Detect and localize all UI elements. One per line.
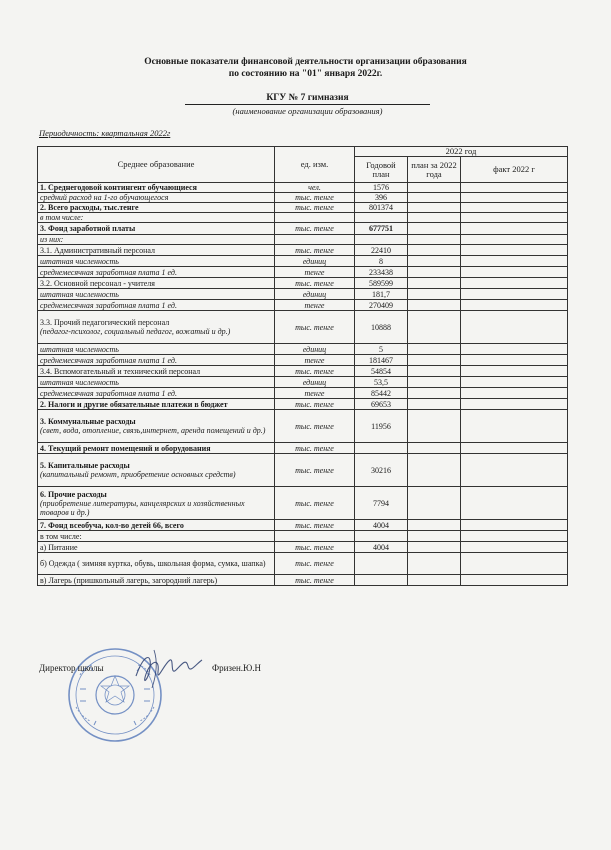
column-header-annual-plan: Годовой план	[355, 157, 408, 183]
row-label-text: 2. Налоги и другие обязательные платежи в бюджет	[40, 399, 228, 409]
row-sublabel: (педагог-психолог, социальный педагог, вожатый и др.)	[40, 327, 231, 336]
row-unit: единиц	[275, 377, 355, 388]
row-period-plan-value	[408, 344, 461, 355]
row-fact-value	[461, 366, 568, 377]
row-period-plan-value	[408, 223, 461, 235]
row-period-plan-value	[408, 193, 461, 203]
table-row	[38, 366, 568, 377]
table-row	[38, 235, 568, 245]
row-label	[38, 300, 275, 311]
row-annual-plan-value: 801374	[355, 203, 408, 213]
row-period-plan-value	[408, 256, 461, 267]
row-period-plan-value	[408, 235, 461, 245]
row-period-plan-value	[408, 267, 461, 278]
row-fact-value	[461, 245, 568, 256]
row-label-text: штатная численность	[40, 289, 119, 299]
row-label-text: 2. Всего расходы, тыс.тенге	[40, 203, 139, 212]
row-label	[38, 377, 275, 388]
row-unit: тыс. тенге	[275, 520, 355, 531]
row-fact-value	[461, 443, 568, 454]
row-label	[38, 223, 275, 235]
row-fact-value	[461, 235, 568, 245]
document-title-line2: по состоянию на "01" января 2022г.	[228, 69, 383, 79]
row-fact-value	[461, 399, 568, 410]
row-sublabel: (приобретение литературы, канцелярских и хозяйственных товаров и др.)	[40, 498, 245, 517]
row-annual-plan-value: 7794	[355, 487, 408, 520]
table-row	[38, 454, 568, 487]
row-fact-value	[461, 289, 568, 300]
row-annual-plan-value: 30216	[355, 454, 408, 487]
director-label: Директор школы	[39, 663, 104, 673]
row-annual-plan-value: 54854	[355, 366, 408, 377]
director-signature	[130, 646, 210, 691]
column-header-fact: факт 2022 г	[461, 157, 568, 183]
row-label	[38, 454, 275, 487]
row-fact-value	[461, 520, 568, 531]
row-unit: тыс. тенге	[275, 245, 355, 256]
row-label	[38, 366, 275, 377]
row-annual-plan-value	[355, 575, 408, 586]
column-header-year: 2022 год	[355, 147, 568, 157]
row-period-plan-value	[408, 399, 461, 410]
row-unit: тыс. тенге	[275, 223, 355, 235]
row-annual-plan-value: 10888	[355, 311, 408, 344]
row-label	[38, 443, 275, 454]
column-header-name: Среднее образование	[38, 147, 275, 183]
row-period-plan-value	[408, 245, 461, 256]
table-row	[38, 193, 568, 203]
row-fact-value	[461, 553, 568, 575]
table-row	[38, 267, 568, 278]
row-period-plan-value	[408, 183, 461, 193]
row-period-plan-value	[408, 213, 461, 223]
row-label-text: в) Лагерь (пришкольный лагерь, загородний лагерь)	[40, 575, 218, 585]
row-unit: тыс. тенге	[275, 193, 355, 203]
row-period-plan-value	[408, 575, 461, 586]
row-label-text: 3. Фонд заработной платы	[40, 224, 136, 233]
table-row	[38, 311, 568, 344]
row-fact-value	[461, 388, 568, 399]
row-period-plan-value	[408, 203, 461, 213]
row-label	[38, 388, 275, 399]
table-row	[38, 443, 568, 454]
row-label-text: 3.1. Административный персонал	[40, 245, 156, 255]
row-fact-value	[461, 213, 568, 223]
row-label-text: 7. Фонд всеобуча, кол-во детей 66, всего	[40, 520, 184, 530]
row-label	[38, 410, 275, 443]
row-fact-value	[461, 344, 568, 355]
row-unit: тенге	[275, 267, 355, 278]
row-label	[38, 245, 275, 256]
row-period-plan-value	[408, 366, 461, 377]
row-unit: тыс. тенге	[275, 553, 355, 575]
table-row	[38, 520, 568, 531]
row-annual-plan-value: 181467	[355, 355, 408, 366]
row-unit: тыс. тенге	[275, 203, 355, 213]
row-annual-plan-value: 589599	[355, 278, 408, 289]
row-fact-value	[461, 300, 568, 311]
row-label	[38, 355, 275, 366]
row-period-plan-value	[408, 311, 461, 344]
row-unit: тенге	[275, 300, 355, 311]
row-annual-plan-value: 1576	[355, 183, 408, 193]
table-row	[38, 355, 568, 366]
row-annual-plan-value	[355, 443, 408, 454]
row-label	[38, 344, 275, 355]
row-label	[38, 203, 275, 213]
row-unit: чел.	[275, 183, 355, 193]
table-row	[38, 223, 568, 235]
row-fact-value	[461, 267, 568, 278]
row-label	[38, 289, 275, 300]
row-period-plan-value	[408, 531, 461, 542]
row-label-text: штатная численность	[40, 256, 119, 266]
row-fact-value	[461, 256, 568, 267]
table-row	[38, 213, 568, 223]
table-row	[38, 300, 568, 311]
row-sublabel: (свет, вода, отопление, связь,интернет, аренда помещений и др.)	[40, 426, 266, 435]
table-row	[38, 245, 568, 256]
row-fact-value	[461, 355, 568, 366]
financial-indicators-table	[37, 146, 568, 586]
row-unit: тыс. тенге	[275, 487, 355, 520]
row-period-plan-value	[408, 300, 461, 311]
row-fact-value	[461, 193, 568, 203]
row-unit: тенге	[275, 355, 355, 366]
row-annual-plan-value: 181,7	[355, 289, 408, 300]
row-annual-plan-value	[355, 531, 408, 542]
row-label	[38, 542, 275, 553]
row-fact-value	[461, 377, 568, 388]
row-fact-value	[461, 410, 568, 443]
row-label	[38, 235, 275, 245]
row-period-plan-value	[408, 487, 461, 520]
row-label-text: штатная численность	[40, 377, 119, 387]
row-label-text: а) Питание	[40, 542, 78, 552]
row-label-text: среднемесячная заработная плата 1 ед.	[40, 300, 177, 310]
row-unit: тыс. тенге	[275, 542, 355, 553]
row-fact-value	[461, 311, 568, 344]
row-label-text: б) Одежда ( зимняя куртка, обувь, школьная форма, сумка, шапка)	[40, 559, 266, 568]
row-annual-plan-value	[355, 213, 408, 223]
row-label-text: штатная численность	[40, 344, 119, 354]
row-unit: тыс. тенге	[275, 454, 355, 487]
row-label-text: из них:	[40, 235, 64, 244]
row-period-plan-value	[408, 454, 461, 487]
director-name: Фризен.Ю.Н	[212, 663, 262, 673]
row-label	[38, 520, 275, 531]
periodicity-line: Периодичность: квартальная 2022г	[39, 128, 171, 138]
table-row	[38, 410, 568, 443]
row-unit	[275, 531, 355, 542]
row-label	[38, 183, 275, 193]
row-annual-plan-value: 5	[355, 344, 408, 355]
row-period-plan-value	[408, 388, 461, 399]
table-row	[38, 553, 568, 575]
row-label-text: в том числе:	[40, 213, 84, 222]
row-period-plan-value	[408, 278, 461, 289]
column-header-period-plan: план за 2022 года	[408, 157, 461, 183]
organization-name: КГУ № 7 гимназия	[185, 93, 430, 105]
row-label-text: средний расход на 1-го обучающегося	[40, 193, 169, 202]
row-period-plan-value	[408, 542, 461, 553]
row-annual-plan-value: 69653	[355, 399, 408, 410]
organization-caption: (наименование организации образования)	[232, 106, 383, 116]
row-label	[38, 193, 275, 203]
table-row	[38, 388, 568, 399]
row-unit: единиц	[275, 344, 355, 355]
row-unit: тыс. тенге	[275, 278, 355, 289]
row-period-plan-value	[408, 355, 461, 366]
row-unit	[275, 213, 355, 223]
row-label	[38, 267, 275, 278]
row-period-plan-value	[408, 410, 461, 443]
row-fact-value	[461, 203, 568, 213]
row-fact-value	[461, 278, 568, 289]
row-label	[38, 575, 275, 586]
row-unit	[275, 235, 355, 245]
row-unit: тенге	[275, 388, 355, 399]
row-period-plan-value	[408, 289, 461, 300]
row-label-text: 6. Прочие расходы	[40, 489, 107, 499]
row-label	[38, 213, 275, 223]
column-header-unit: ед. изм.	[275, 147, 355, 183]
row-annual-plan-value: 53,5	[355, 377, 408, 388]
row-annual-plan-value: 270409	[355, 300, 408, 311]
table-row	[38, 531, 568, 542]
row-annual-plan-value: 85442	[355, 388, 408, 399]
row-label	[38, 531, 275, 542]
row-label-text: 5. Капитальные расходы	[40, 461, 130, 470]
row-unit: тыс. тенге	[275, 311, 355, 344]
row-fact-value	[461, 575, 568, 586]
row-label	[38, 553, 275, 575]
row-label	[38, 311, 275, 344]
document-title-line1: Основные показатели финансовой деятельности организации образования	[144, 57, 467, 67]
row-annual-plan-value: 677751	[355, 223, 408, 235]
row-fact-value	[461, 487, 568, 520]
row-label-text: 3. Коммунальные расходы	[40, 417, 136, 426]
row-unit: единиц	[275, 256, 355, 267]
row-fact-value	[461, 454, 568, 487]
row-annual-plan-value	[355, 553, 408, 575]
table-row	[38, 399, 568, 410]
table-row	[38, 183, 568, 193]
row-unit: единиц	[275, 289, 355, 300]
row-label-text: 3.4. Вспомогательный и технический персонал	[40, 366, 201, 376]
row-period-plan-value	[408, 377, 461, 388]
row-label-text: среднемесячная заработная плата 1 ед.	[40, 355, 177, 365]
table-row	[38, 256, 568, 267]
row-label-text: среднемесячная заработная плата 1 ед.	[40, 267, 177, 277]
row-label-text: среднемесячная заработная плата 1 ед.	[40, 388, 177, 398]
row-label-text: 3.3. Прочий педагогический персонал	[40, 318, 170, 327]
table-row	[38, 377, 568, 388]
row-label	[38, 278, 275, 289]
row-unit: тыс. тенге	[275, 399, 355, 410]
row-label-text: в том числе:	[40, 531, 82, 541]
row-label	[38, 256, 275, 267]
row-fact-value	[461, 542, 568, 553]
row-annual-plan-value: 4004	[355, 520, 408, 531]
row-label-text: 3.2. Основной персонал - учителя	[40, 278, 155, 288]
row-label	[38, 487, 275, 520]
row-fact-value	[461, 183, 568, 193]
table-row	[38, 289, 568, 300]
row-unit: тыс. тенге	[275, 443, 355, 454]
row-annual-plan-value: 8	[355, 256, 408, 267]
row-unit: тыс. тенге	[275, 366, 355, 377]
row-label-text: 4. Текущий ремонт помещений и оборудования	[40, 443, 211, 453]
row-annual-plan-value: 396	[355, 193, 408, 203]
row-unit: тыс. тенге	[275, 575, 355, 586]
row-period-plan-value	[408, 443, 461, 454]
row-label	[38, 399, 275, 410]
row-annual-plan-value: 11956	[355, 410, 408, 443]
row-fact-value	[461, 223, 568, 235]
row-annual-plan-value: 22410	[355, 245, 408, 256]
row-annual-plan-value: 233438	[355, 267, 408, 278]
row-period-plan-value	[408, 520, 461, 531]
row-annual-plan-value: 4004	[355, 542, 408, 553]
row-label-text: 1. Среднегодовой контингент обучающиеся	[40, 183, 197, 192]
row-sublabel: (капитальный ремонт, приобретение основных средств)	[40, 470, 236, 479]
table-row	[38, 344, 568, 355]
row-period-plan-value	[408, 553, 461, 575]
table-row	[38, 542, 568, 553]
table-row	[38, 575, 568, 586]
row-fact-value	[461, 531, 568, 542]
row-unit: тыс. тенге	[275, 410, 355, 443]
table-row	[38, 278, 568, 289]
table-row	[38, 203, 568, 213]
row-annual-plan-value	[355, 235, 408, 245]
table-row	[38, 487, 568, 520]
